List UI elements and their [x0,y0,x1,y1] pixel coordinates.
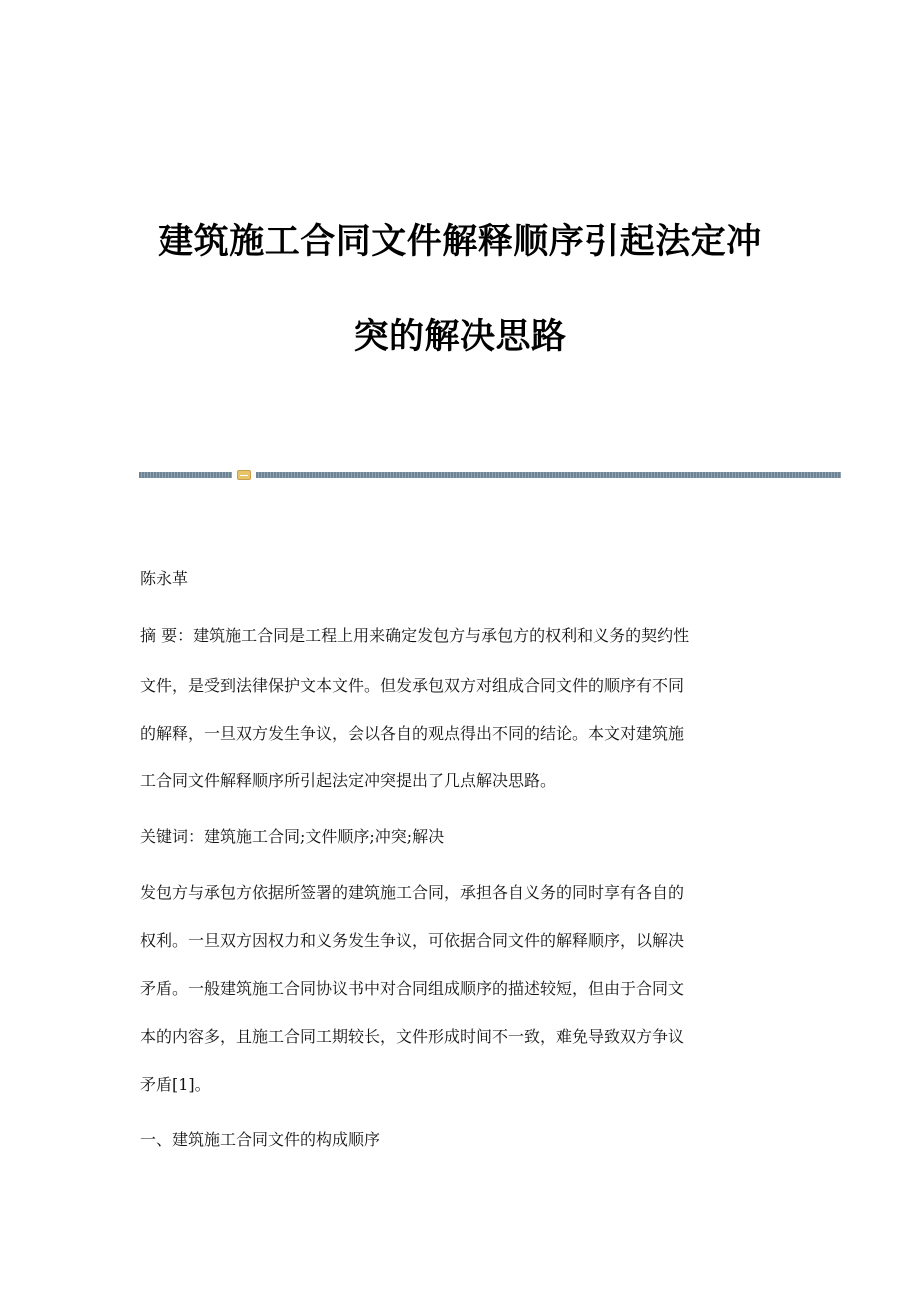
abstract-line-3: 的解释，一旦双方发生争议，会以各自的观点得出不同的结论。本文对建筑施 [140,724,685,743]
body-line-5: 矛盾[1]。 [140,1075,211,1094]
author-name: 陈永革 [140,569,189,588]
divider-right-segment [256,472,841,478]
title-divider [139,470,841,480]
document-title-line-2: 突的解决思路 [353,317,567,357]
body-line-4: 本的内容多，且施工合同工期较长，文件形成时间不一致，难免导致双方争议 [140,1027,685,1046]
body-line-3: 矛盾。一般建筑施工合同协议书中对合同组成顺序的描述较短，但由于合同文 [140,979,685,998]
body-line-2: 权利。一旦双方因权力和义务发生争议，可依据合同文件的解释顺序，以解决 [140,931,685,950]
divider-left-segment [139,472,232,478]
keywords: 关键词：建筑施工合同;文件顺序;冲突;解决 [140,827,445,846]
abstract-line-4: 工合同文件解释顺序所引起法定冲突提出了几点解决思路。 [140,771,557,790]
document-title-line-1: 建筑施工合同文件解释顺序引起法定冲 [158,222,762,262]
abstract-line-2: 文件，是受到法律保护文本文件。但发承包双方对组成合同文件的顺序有不同 [140,676,685,695]
section-heading: 一、建筑施工合同文件的构成顺序 [140,1130,381,1149]
envelope-ornament-icon [237,470,251,480]
abstract-line-1: 摘 要：建筑施工合同是工程上用来确定发包方与承包方的权利和义务的契约性 [140,626,690,645]
body-line-1: 发包方与承包方依据所签署的建筑施工合同，承担各自义务的同时享有各自的 [140,883,685,902]
